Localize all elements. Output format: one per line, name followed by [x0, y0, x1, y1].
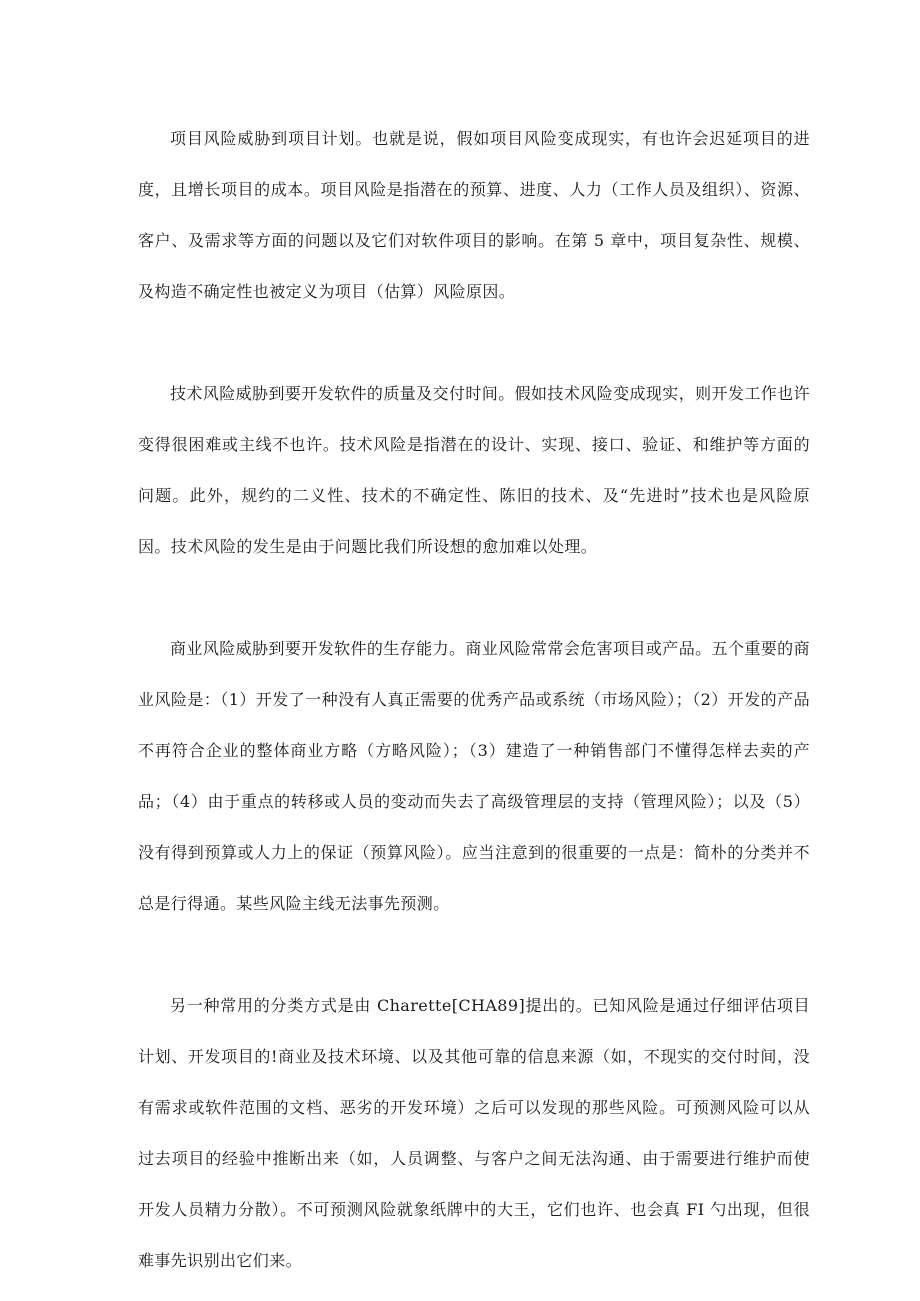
- document-body: [138, 113, 810, 1286]
- paragraph-technical-risk: 技术风险威胁到要开发软件的质量及交付时间。假如技术风险变成现实，则开发工作也许变得很困难或主线不也许。技术风险是指潜在的设计、实现、接口、验证、和维护等方面的问题。此外，规约的二义性、技术的不确定性、陈旧的技术、及“先进时”技术也是风险原因。技术风险的发生是由于问题比我们所设想的愈加难以处理。: [138, 384, 810, 556]
- paragraph-risk-classification: 另一种常用的分类方式是由 Charette[CHA89]提出的。已知风险是通过仔细评估项目计划、开发项目的!商业及技术环境、以及其他可靠的信息来源（如，不现实的交付时间，没有需求或软件范围的文档、恶劣的开发环境）之后可以发现的那些风险。可预测风险可以从过去项目的经验中推断出来（如，人员调整、与客户之间无法沟通、由于需要进行维护而使开发人员精力分散）。不可预测风险就象纸牌中的大王，它们也许、也会真 FI 勺出现，但很难事先识别出它们来。: [138, 996, 810, 1270]
- paragraph-project-risk: 项目风险威胁到项目计划。也就是说，假如项目风险变成现实，有也许会迟延项目的进度，且增长项目的成本。项目风险是指潜在的预算、进度、人力（工作人员及组织）、资源、客户、及需求等方面的问题以及它们对软件项目的影响。在第 5 章中，项目复杂性、规模、及构造不确定性也被定义为项目（估算）风险原因。: [138, 129, 810, 301]
- paragraph-business-risk: 商业风险威胁到要开发软件的生存能力。商业风险常常会危害项目或产品。五个重要的商业风险是：（1）开发了一种没有人真正需要的优秀产品或系统（市场风险）；（2）开发的产品不再符合企业的整体商业方略（方略风险）；（3）建造了一种销售部门不懂得怎样去卖的产品；（4）由于重点的转移或人员的变动而失去了高级管理层的支持（管理风险）；以及（5）没有得到预算或人力上的保证（预算风险）。应当注意到的很重要的一点是：简朴的分类并不总是行得通。某些风险主线无法事先预测。: [138, 639, 810, 913]
